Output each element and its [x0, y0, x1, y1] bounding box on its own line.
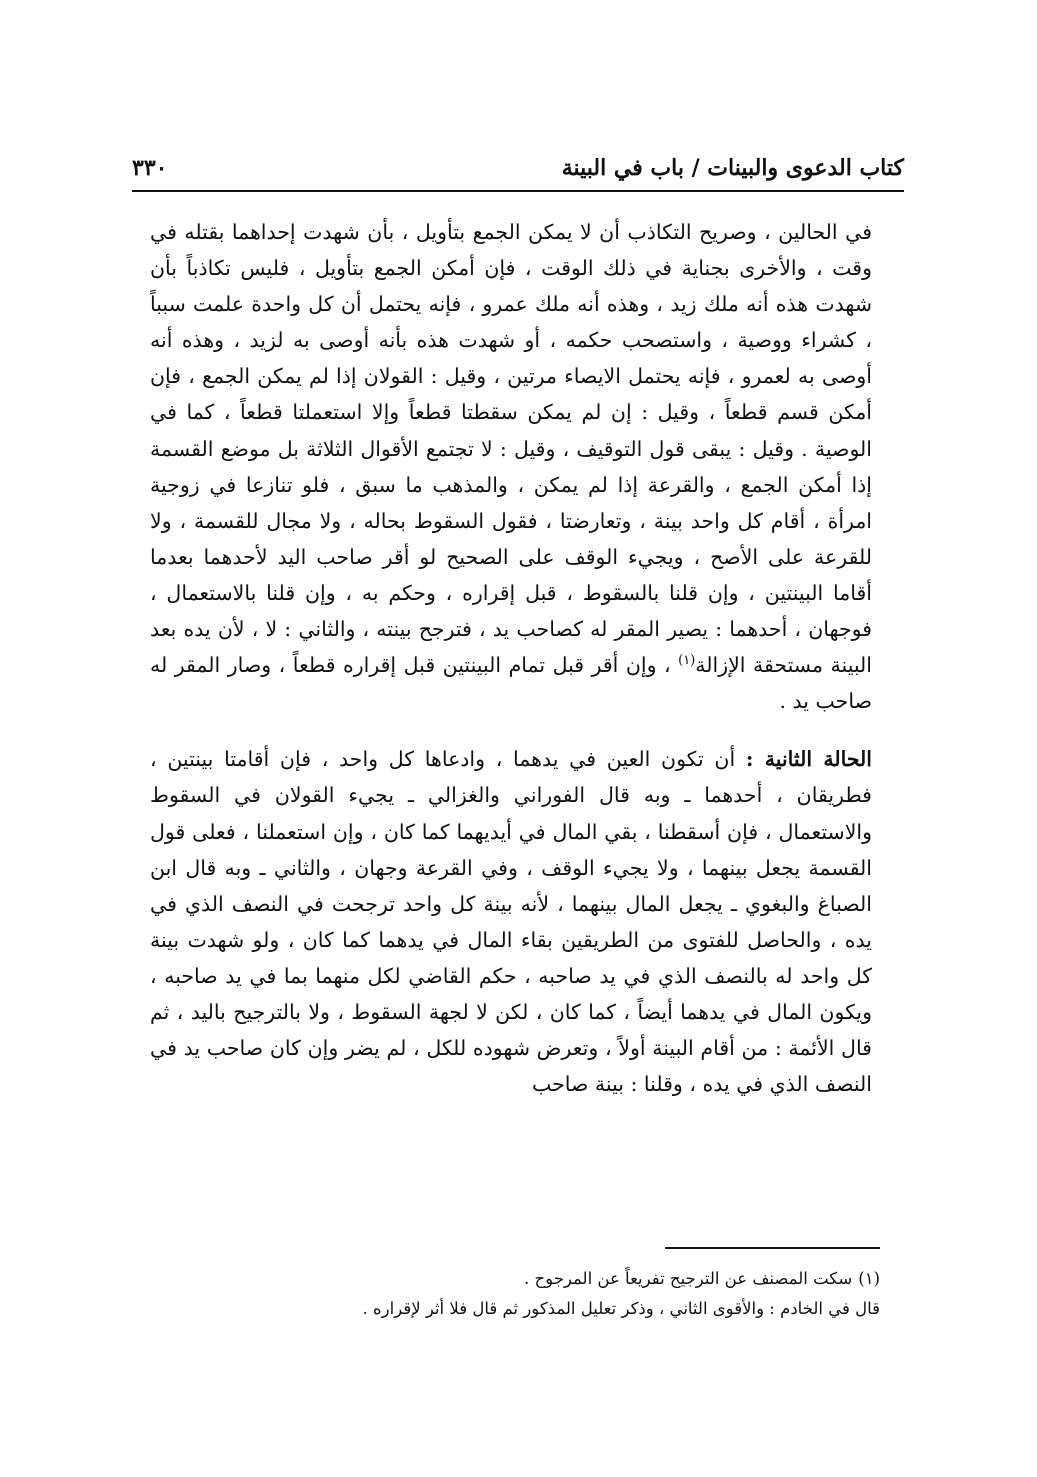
- footnote-divider: [665, 1247, 880, 1249]
- paragraph-one: [150, 214, 872, 719]
- footnote-continuation: [210, 1294, 880, 1324]
- footnote-line-1: سكت المصنف عن الترجيح تفريعاً عن المرجوح .: [524, 1269, 853, 1288]
- footnote-marker[interactable]: (١): [678, 653, 696, 669]
- header-divider: [132, 190, 904, 192]
- paragraph-one-ending: ، وإن أقر قبل تمام البينتين قبل إقراره قطعاً ، وصار المقر له صاحب يد .: [150, 653, 872, 714]
- running-title: كتاب الدعوى والبينات / باب في البينة: [561, 155, 904, 181]
- section-label: الحالة الثانية :: [745, 747, 873, 772]
- paragraph-two: [150, 741, 872, 1102]
- page-header: [132, 148, 904, 188]
- paragraph-two-text: أن تكون العين في يدهما ، وادعاها كل واحد ، فإن أقامتا بينتين ، فطريقان ، أحدهما ـ وبه قال الفوراني والغزالي ـ يجيء القولان في السقوط والاستعمال ، فإن أسقطنا ، بقي المال في أيديهما كما كان ، وإن استعملنا ، فعلى قول القسمة يجعل بينهما ، ولا يجيء الوقف ، وفي القرعة وجهان ، والثاني ـ وبه قال ابن الصباغ والبغوي ـ يجعل المال بينهما ، لأنه بينة كل واحد ترجحت في النصف الذي في يده ، والحاصل للفتوى من الطريقين بقاء المال في يدهما كما كان ، ولو شهدت بينة كل واحد له بالنصف الذي في يد صاحبه ، حكم القاضي لكل منهما بما في يد صاحبه ، ويكون المال في يدهما أيضاً ، كما كان ، لكن لا لجهة السقوط ، ولا بالترجيح باليد ، ثم قال الأئمة : من أقام البينة أولاً ، وتعرض شهوده للكل ، لم يضر وإن كان صاحب يد في النصف الذي في يده ، وقلنا : بينة صاحب: [150, 747, 872, 1097]
- footnotes: [210, 1264, 880, 1324]
- footnote-1: [210, 1264, 880, 1294]
- footnote-line-2: قال في الخادم : والأقوى الثاني ، وذكر تعليل المذكور ثم قال فلا أثر لإقراره .: [362, 1299, 880, 1318]
- main-text: [150, 214, 872, 1102]
- footnote-number: (١): [858, 1269, 880, 1288]
- paragraph-one-text: في الحالين ، وصريح التكاذب أن لا يمكن الجمع بتأويل ، بأن شهدت إحداهما بقتله في وقت ، والأخرى بجناية في ذلك الوقت ، فإن أمكن الجمع بتأويل ، فليس تكاذباً بأن شهدت هذه أنه ملك زيد ، وهذه أنه ملك عمرو ، فإنه يحتمل أن كل واحدة علمت سبباً ، كشراء ووصية ، واستصحب حكمه ، أو شهدت هذه بأنه أوصى به لزيد ، وهذه أنه أوصى به لعمرو ، فإنه يحتمل الايصاء مرتين ، وقيل : القولان إذا لم يمكن الجمع ، فإن أمكن قسم قطعاً ، وقيل : إن لم يمكن سقطتا قطعاً وإلا استعملتا قطعاً ، كما في الوصية . وقيل : يبقى قول التوقيف ، وقيل : لا تجتمع الأقوال الثلاثة بل موضع القسمة إذا أمكن الجمع ، والقرعة إذا لم يمكن ، والمذهب ما سبق ، فلو تنازعا في زوجية امرأة ، أقام كل واحد بينة ، وتعارضتا ، فقول السقوط بحاله ، ولا مجال للقسمة ، ولا للقرعة على الأصح ، ويجيء الوقف على الصحيح لو أقر صاحب اليد لأحدهما بعدما أقاما البينتين ، وإن قلنا بالسقوط ، قبل إقراره ، وحكم به ، وإن قلنا بالاستعمال ، فوجهان ، أحدهما : يصير المقر له كصاحب يد ، فترجح بينته ، والثاني : لا ، لأن يده بعد البينة مستحقة الإزالة: [150, 220, 873, 678]
- page-number: ٣٣٠: [132, 155, 168, 181]
